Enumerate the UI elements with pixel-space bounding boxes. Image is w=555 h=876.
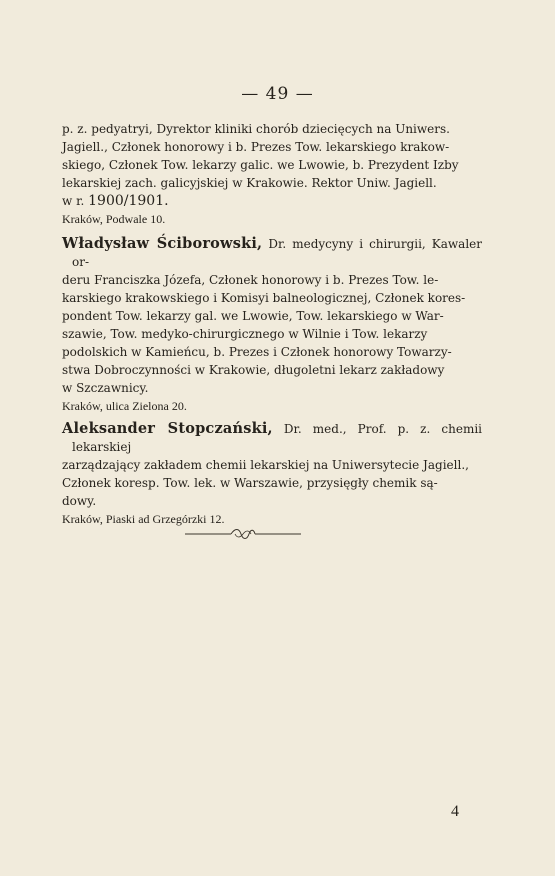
ornament-divider-icon: [185, 527, 301, 541]
entry-line: stwa Dobroczynności w Krakowie, długoletni lekarz zakładowy: [62, 363, 445, 378]
entry-line: Członek koresp. Tow. lek. w Warszawie, przysięgły chemik są-: [62, 475, 438, 490]
entry-heading-line: [62, 420, 482, 456]
entry-line: podolskich w Kamieńcu, b. Prezes i Członek honorowy Towarzy-: [62, 345, 452, 360]
entry-line-prefix: w r.: [62, 194, 89, 209]
entry-name: Aleksander Stopczański,: [62, 419, 273, 437]
entry-years: 1900/1901.: [88, 193, 169, 210]
entry-line: karskiego krakowskiego i Komisyi balneologicznej, Członek kores-: [62, 290, 466, 305]
entry-line: Jagiell., Członek honorowy i b. Prezes Tow. lekarskiego krakow-: [62, 140, 450, 155]
entry-2: [62, 235, 482, 416]
entry-heading-line: [62, 235, 482, 271]
entry-line: p. z. pedyatryi, Dyrektor kliniki chorób dziecięcych na Uniwers.: [62, 122, 450, 136]
text-column: [62, 120, 482, 528]
entry-line: szawie, Tow. medyko-chirurgicznego w Wilnie i Tow. lekarzy: [62, 327, 428, 342]
entry-3: [62, 420, 482, 529]
entry-line-last: [62, 192, 482, 210]
entry-line: pondent Tow. lekarzy gal. we Lwowie, Tow. lekarskiego w War-: [62, 308, 444, 323]
entry-line: w Szczawnicy.: [62, 381, 149, 396]
entry-line: zarządzający zakładem chemii lekarskiej na Uniwersytecie Jagiell.,: [62, 457, 469, 472]
entry-heading-rest: Dr. medycyny i chirurgii, Kawaler or-: [72, 236, 482, 269]
entry-line: dowy.: [62, 493, 97, 508]
entry-address: Kraków, Podwale 10.: [62, 212, 166, 227]
entry-line: deru Franciszka Józefa, Członek honorowy i b. Prezes Tow. le-: [62, 272, 439, 287]
entry-line: skiego, Członek Tow. lekarzy galic. we Lwowie, b. Prezydent Izby: [62, 158, 459, 173]
entry-address: Kraków, ulica Zielona 20.: [62, 399, 187, 414]
entry-1: [62, 120, 482, 229]
entry-name: Władysław Ściborowski,: [62, 234, 263, 252]
page-number: — 49 —: [241, 84, 314, 104]
entry-address: Kraków, Piaski ad Grzegórzki 12.: [62, 511, 225, 526]
signature-mark: 4: [451, 803, 459, 820]
entry-line: lekarskiej zach. galicyjskiej w Krakowie. Rektor Uniw. Jagiell.: [62, 176, 437, 191]
entry-heading-rest: Dr. med., Prof. p. z. chemii lekarskiej: [72, 421, 482, 454]
